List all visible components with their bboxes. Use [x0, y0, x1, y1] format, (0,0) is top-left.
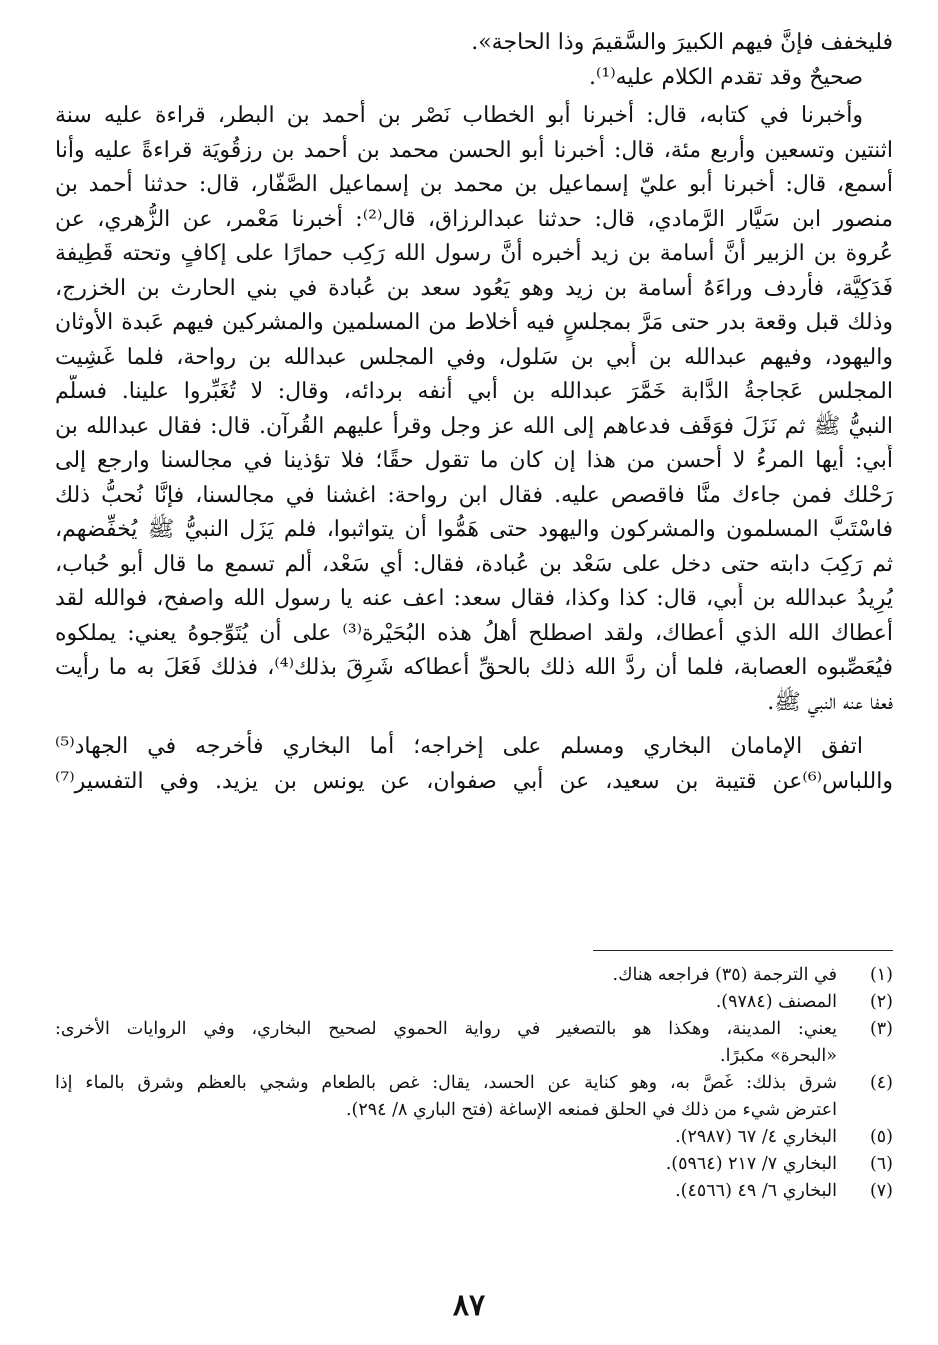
footnote-text: في الترجمة (٣٥) فراجعه هناك.: [612, 965, 837, 985]
text-line: ثم رَكِبَ دابته حتى دخل على سَعْد بن عُبادة، فقال: أي سَعْد، ألم تسمع ما قال أبو حُباب،: [55, 551, 893, 577]
text-line: اثنتين وتسعين وأربع مئة، قال: أخبرنا أبو الحسن محمد بن أحمد بن رزقُويَة قراءةً عليه وأنا: [55, 137, 893, 163]
takhrij-paragraph: [55, 730, 893, 799]
footnote-number: (٥): [869, 1127, 893, 1147]
text-line: وأخبرنا في كتابه، قال: أخبرنا أبو الخطاب نَصْر بن أحمد بن البطر، قراءة عليه سنة: [55, 103, 863, 128]
footnote-number: (٧): [869, 1181, 893, 1201]
text-line: يُرِيدُ عبدالله بن أُبي، قال: كذا وكذا، فقال سعد: اعف عنه يا رسول الله واصفح، فوالله لقد: [55, 586, 893, 611]
footnote-text: البخاري ٧/ ٢١٧ (٥٩٦٤).: [665, 1154, 837, 1174]
text-line: النبيُّ ﷺ ثم نَزَلَ فوَقَف فدعاهم إلى الله عز وجل وقرأ عليهم القُرآن. قال: فقال عبدالله بن: [55, 413, 893, 439]
text-line: واليهود، وفيهم عبدالله بن أُبي بن سَلول، وفي المجلس عبدالله بن رواحة، فلما غَشِيت: [55, 344, 893, 370]
text-line: منصور ابن سَيَّار الرَّمادي، قال: حدثنا عبدالرزاق، قال⁽²⁾: أخبرنا مَعْمر، عن الزُّهري، عن: [55, 206, 893, 232]
text-line: رَحْلك فمن جاءك منَّا فاقصص عليه. فقال ابن رواحة: اغشنا في مجالسنا، فإنَّا نُحبُّ ذلك: [55, 482, 893, 508]
text-line: واللباس⁽⁶⁾عن قتيبة بن سعيد، عن أبي صفوان، عن يونس بن يزيد. وفي التفسير⁽⁷⁾: [55, 768, 893, 794]
footnote-3: [55, 1016, 893, 1070]
footnote-text: شرق بذلك: غَصَّ به، وهو كناية عن الحسد، يقال: غص بالطعام وشجي بالعظم وشرق بالماء إذا: [55, 1073, 837, 1093]
footnote-text: البخاري ٦/ ٤٩ (٤٥٦٦).: [675, 1181, 837, 1201]
footnote-5: [55, 1124, 893, 1151]
text-line: المجلس عَجاجةُ الدَّابة خَمَّرَ عبدالله بن أبي أنفه بردائه، وقال: لا تُغَبِّروا علينا. فسلَّم: [55, 379, 893, 404]
footnote-separator: [593, 950, 893, 951]
footnote-2: [55, 989, 893, 1016]
page-body: [55, 26, 893, 799]
opening-paragraph: [55, 26, 893, 95]
footnote-number: (٤): [869, 1073, 893, 1093]
text-line: عُروة بن الزبير أنَّ أسامة بن زيد أخبره أنَّ رسول الله رَكِب حمارًا على إكافٍ وتحته قَطِيفة: [55, 241, 893, 266]
footnote-text: يعني: المدينة، وهكذا هو بالتصغير في رواية الحموي لصحيح البخاري، وفي الروايات الأخرى:: [55, 1019, 837, 1039]
footnote-text: البخاري ٤/ ٦٧ (٢٩٨٧).: [675, 1127, 837, 1147]
footnote-6: [55, 1151, 893, 1178]
text-line: وذلك قبل وقعة بدر حتى مَرَّ بمجلسٍ فيه أخلاط من المسلمين والمشركين فيهم عَبدة الأوثان: [55, 310, 893, 335]
text-line: اتفق الإمامان البخاري ومسلم على إخراجه؛ أما البخاري فأخرجه في الجهاد⁽⁵⁾: [55, 734, 863, 759]
footnote-4: [55, 1070, 893, 1124]
text-line: فليخفف فإنَّ فيهم الكبيرَ والسَّقيمَ وذا الحاجة».: [471, 30, 893, 55]
footnote-text: المصنف (٩٧٨٤).: [715, 992, 837, 1012]
footnote-text: اعترض شيء من ذلك في الحلق فمنعه الإساغة (فتح الباري ٨/ ٢٩٤).: [345, 1100, 837, 1120]
text-line: فيُعَصِّبوه العصابة، فلما أن ردَّ الله ذلك بالحقِّ أعطاكه شَرِقَ بذلك⁽⁴⁾، فذلك فَعَلَ به ما رأيت: [55, 655, 893, 680]
footnote-1: [55, 962, 893, 989]
text-line: صحيحٌ وقد تقدم الكلام عليه⁽¹⁾.: [589, 64, 863, 90]
text-line: أُبي: أيها المرءُ لا أحسن من هذا إن كان ما تقول حقًا؛ فلا تؤذينا في مجالسنا وارجع إلى: [55, 448, 893, 473]
footnote-number: (٦): [869, 1154, 893, 1174]
footnote-7: [55, 1178, 893, 1205]
footnote-text: «البحرة» مكبرًا.: [720, 1046, 837, 1066]
text-line: أعطاك الله الذي أعطاك، ولقد اصطلح أهلُ هذه البُحَيْرة⁽³⁾ على أن يُتَوِّجوهُ يعني: يملكوه: [55, 620, 893, 646]
footnote-number: (٣): [869, 1019, 893, 1039]
text-line: أسمع، قال: أخبرنا أبو عليّ إسماعيل بن محمد بن إسماعيل الصَّفّار، قال: حدثنا أحمد بن: [55, 172, 893, 197]
hadith-paragraph: [55, 99, 893, 720]
text-line: فعفا عنه النبي ﷺ.: [767, 689, 893, 715]
footnotes: [55, 962, 893, 1205]
text-line: فاسْتَبَّ المسلمون والمشركون واليهود حتى هَمُّوا أن يتواثبوا، فلم يَزَل النبيُّ ﷺ يُخفِّضهم،: [55, 517, 893, 542]
page-number: ٨٧: [452, 1288, 486, 1323]
footnote-number: (٢): [869, 992, 893, 1012]
footnote-number: (١): [869, 965, 893, 985]
text-line: فَدَكِيَّة، فأردف وراءَهُ أسامة بن زيد وهو يَعُود سعد بن عُبادة في بني الحارث بن الخزرج،: [55, 275, 893, 301]
